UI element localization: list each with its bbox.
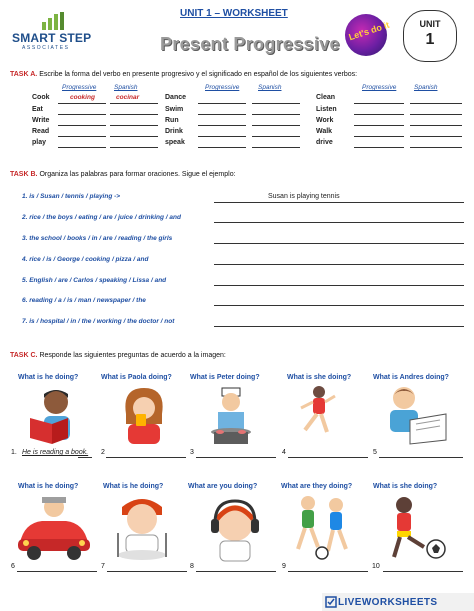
question-number: 7 [101, 563, 105, 570]
answer-line[interactable] [410, 136, 462, 137]
boy-writing-picture [380, 384, 450, 446]
boy-reading-picture [22, 384, 84, 446]
question-number: 3 [190, 449, 194, 456]
task-a-label: TASK A. [10, 71, 38, 78]
example-spanish: cocinar [116, 94, 140, 101]
question: What is Paola doing? [101, 374, 172, 381]
verb-label: Cook [32, 94, 50, 101]
answer-line[interactable] [198, 125, 246, 126]
answer-line[interactable] [196, 457, 276, 458]
task-b-text: Organiza las palabras para formar oraciones. Sigue el ejemplo: [39, 171, 236, 178]
answer-line[interactable] [58, 147, 106, 148]
logo-icon [40, 12, 68, 30]
sentence-answer-line[interactable] [214, 222, 464, 223]
task-b-label: TASK B. [10, 171, 38, 178]
boys-playing-soccer-picture [290, 493, 356, 563]
answer-line[interactable] [110, 125, 158, 126]
answer-line[interactable] [58, 125, 106, 126]
footer-brand[interactable]: LIVEWORKSHEETS [338, 597, 438, 608]
sentence-answer-line[interactable] [214, 326, 464, 327]
verb-label: Dance [165, 94, 187, 101]
task-c-label: TASK C. [10, 352, 38, 359]
sentence-prompt: 3. the school / books / in / are / reading / the girls [22, 235, 173, 242]
verb-label: Write [32, 117, 50, 124]
answer-line[interactable] [196, 571, 276, 572]
answer-line[interactable] [58, 103, 106, 104]
verb-label: Work [316, 117, 334, 124]
question-number: 6 [11, 563, 15, 570]
example-answer: Susan is playing tennis [268, 193, 340, 200]
answer-line[interactable] [410, 125, 462, 126]
question: What is Peter doing? [190, 374, 260, 381]
question: What is he doing? [18, 483, 79, 490]
answer-line[interactable] [410, 147, 462, 148]
col-header-spanish: Spanish [114, 84, 138, 91]
answer-line[interactable] [252, 103, 300, 104]
task-a-instruction [10, 71, 357, 78]
sentence-answer-line[interactable] [214, 285, 464, 286]
answer-line[interactable] [198, 136, 246, 137]
man-driving-picture [14, 493, 94, 563]
example-progressive: cooking [70, 94, 95, 101]
sentence-prompt: 1. is / Susan / tennis / playing -> [22, 193, 121, 200]
verb-label: Swim [165, 106, 184, 113]
sentence-answer-line[interactable] [214, 243, 464, 244]
task-b-instruction [10, 171, 236, 178]
answer-line[interactable] [198, 103, 246, 104]
question: What is he doing? [18, 374, 79, 381]
answer-line[interactable] [110, 114, 158, 115]
verb-label: drive [316, 139, 333, 146]
task-c-text: Responde las siguientes preguntas de acuerdo a la imagen: [39, 352, 226, 359]
answer-line[interactable] [379, 457, 463, 458]
sentence-answer-line[interactable] [214, 202, 464, 203]
answer-line[interactable] [252, 136, 300, 137]
man-cooking-picture [200, 382, 262, 446]
col-header-progressive: Progressive [362, 84, 397, 91]
answer-line[interactable] [354, 136, 404, 137]
verb-label: Eat [32, 106, 43, 113]
lets-do-it-badge [345, 14, 391, 56]
answer-line[interactable] [110, 147, 158, 148]
question: What is he doing? [103, 483, 164, 490]
logo-subtext: ASSOCIATES [22, 45, 70, 51]
girl-kicking-ball-picture [382, 493, 448, 563]
col-header-progressive: Progressive [62, 84, 97, 91]
badge-text: Let's do it [347, 19, 391, 43]
question: What is Andres doing? [373, 374, 449, 381]
answer-line[interactable] [410, 114, 462, 115]
verb-label: Drink [165, 128, 183, 135]
girl-running-picture [291, 384, 341, 446]
answer-line[interactable] [252, 147, 300, 148]
answer-line[interactable] [198, 114, 246, 115]
boy-eating-picture [110, 493, 174, 563]
verb-label: Walk [316, 128, 333, 135]
worksheet-heading: UNIT 1 – WORKSHEET [180, 8, 288, 19]
answer-line[interactable] [198, 147, 246, 148]
question-number: 2 [101, 449, 105, 456]
question-number: 8 [190, 563, 194, 570]
sentence-answer-line[interactable] [214, 264, 464, 265]
answer-line[interactable] [58, 136, 106, 137]
question: What are you doing? [188, 483, 258, 490]
question-number: 1. [11, 449, 17, 456]
answer-line[interactable] [252, 125, 300, 126]
answer-line[interactable] [110, 103, 158, 104]
answer-line[interactable] [354, 125, 404, 126]
example-answer: He is reading a book. [22, 449, 89, 456]
question-number: 9 [282, 563, 286, 570]
verb-label: play [32, 139, 47, 146]
task-a-text: Escribe la forma del verbo en presente progresivo y el significado en español de los siguientes verbos: [39, 71, 358, 78]
verb-label: Clean [316, 94, 336, 101]
answer-line[interactable] [288, 457, 368, 458]
page-title: Present Progressive [160, 34, 340, 54]
logo-text: SMART STEP [12, 31, 92, 45]
liveworksheets-logo-icon [325, 596, 337, 608]
verb-label: Run [165, 117, 179, 124]
unit-number: 1 [425, 31, 435, 48]
question-number: 10 [372, 563, 380, 570]
answer-line[interactable] [110, 136, 158, 137]
question: What is she doing? [373, 483, 438, 490]
answer-line[interactable] [354, 103, 404, 104]
answer-line[interactable] [17, 571, 97, 572]
sentence-prompt: 2. rice / the boys / eating / are / juice / drinking / and [22, 214, 181, 221]
answer-line[interactable] [252, 114, 300, 115]
sentence-prompt: 6. reading / a / is / man / newspaper / the [22, 297, 146, 304]
question-number: 5 [373, 449, 377, 456]
question: What are they doing? [281, 483, 353, 490]
answer-line[interactable] [106, 457, 186, 458]
verb-label: Listen [316, 106, 337, 113]
question: What is she doing? [287, 374, 352, 381]
answer-line[interactable] [288, 571, 368, 572]
task-c-instruction [10, 352, 226, 359]
answer-line[interactable] [78, 457, 92, 458]
sentence-prompt: 5. English / are / Carlos / speaking / Lissa / and [22, 277, 167, 284]
col-header-progressive: Progressive [205, 84, 240, 91]
question-number: 4 [282, 449, 286, 456]
answer-line[interactable] [58, 114, 106, 115]
answer-line[interactable] [354, 114, 404, 115]
sentence-prompt: 4. rice / is / George / cooking / pizza / and [22, 256, 149, 263]
answer-line[interactable] [410, 103, 462, 104]
verb-label: Read [32, 128, 50, 135]
col-header-spanish: Spanish [414, 84, 438, 91]
unit-label: UNIT [419, 19, 441, 29]
answer-line[interactable] [107, 571, 187, 572]
col-header-spanish: Spanish [258, 84, 282, 91]
verb-label: speak [165, 139, 185, 146]
sentence-prompt: 7. is / hospital / in / the / working / the doctor / not [22, 318, 175, 325]
answer-line[interactable] [354, 147, 404, 148]
answer-line[interactable] [383, 571, 463, 572]
girl-drinking-picture [116, 384, 172, 446]
listening-music-picture [206, 493, 264, 563]
unit-box [403, 10, 457, 62]
sentence-answer-line[interactable] [214, 305, 464, 306]
